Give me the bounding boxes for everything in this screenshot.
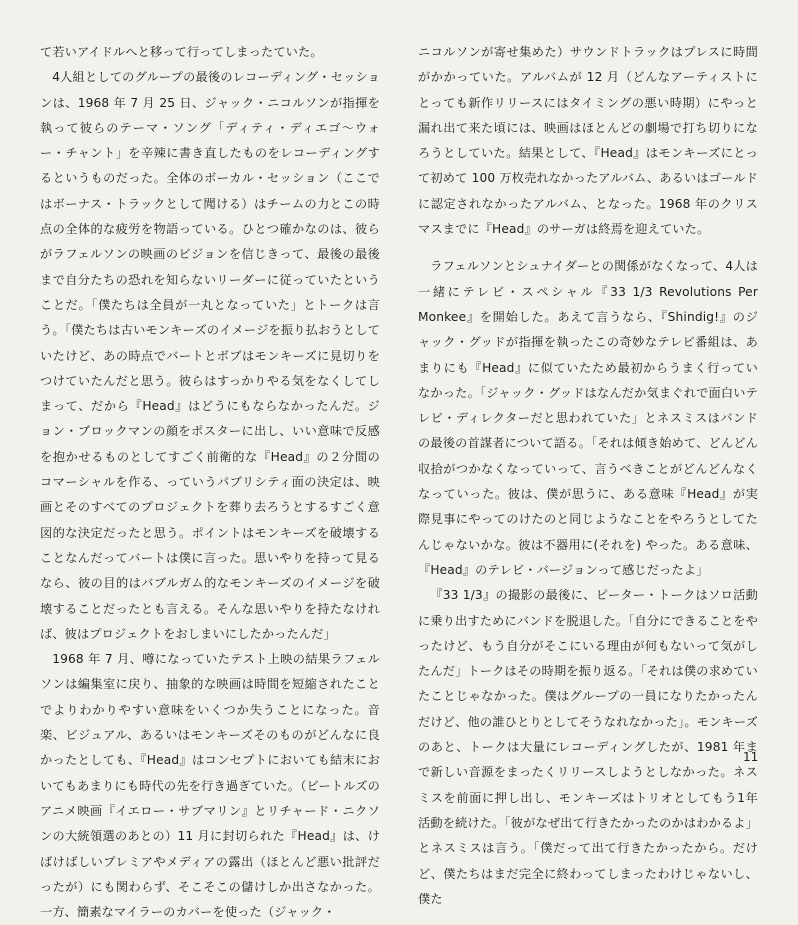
page-number: 11 [743, 750, 759, 764]
paragraph-left-1: て若いアイドルへと移って行ってしまったていた。 [40, 45, 323, 59]
paragraph-right-1: ニコルソンが寄せ集めた）サウンドトラックはプレスに時間がかかっていた。アルバムが 12 月（どんなアーティストにとっても新作リリースにはタイミングの悪い時期）にやっと漏れ出て来た頃には、映画はほとんどの劇場で打ち切りになろうとしていた。結果として、『Head』はモンキーズにとって初めて 100 万枚売れなかったアルバム、あるいはゴールドに認定されなかったアルバム、となった。1968 年のクリスマスまでに『Head』のサーガは終焉を迎えていた。 [418, 45, 758, 237]
paragraph-right-2: ラフェルソンとシュナイダーとの関係がなくなって、4人は一緒にテレビ・スペシャル『33 1/3 Revolutions Per Monkee』を開始した。あえて言うなら、『Shindig!』のジャック・グッドが指揮を執ったこの奇妙なテレビ番組は、あまりにも『Head』に似ていたため最初からうまく行っていなかった。「ジャック・グッドはなんだか気まぐれで面白いテレビ・ディレクターだと思われていた」とネスミスはバンドの最後の首謀者について語る。「それは傾き始めて、どんどん収拾がつかなくなっていって、言うべきことがどんどんなくなっていった。彼は、僕が思うに、ある意味『Head』が実際見事にやってのけたのと同じようなことをやろうとしてたんじゃないかな。彼は不器用に(それを) やった。ある意味、『Head』のテレビ・バージョンって感じだったよ」 [418, 259, 758, 577]
paragraph-right-3: 『33 1/3』の撮影の最後に、ピーター・トークはソロ活動に乗り出すためにバンドを脱退した。「自分にできることをやったけど、もう自分がそこにいる理由が何もないって気がしたんだ」トークはその時期を振り返る。「それは僕の求めていたことじゃなかった。僕はグループの一員になりたかったんだけど、他の誰ひとりとしてそうなれなかった」。モンキーズのあと、トークは大量にレコーディングしたが、1981 年まで新しい音源をまったくリリースしようとしなかった。ネスミスを前面に押し出し、モンキーズはトリオとしてもう1年活動を続けた。「彼がなぜ出て行きたかったのかはわかるよ」とネスミスは言う。「僕だって出て行きたかったから。だけど、僕たちはまだ完全に終わってしまったわけじゃないし、僕た [418, 588, 758, 906]
right-column [418, 40, 758, 912]
paragraph-left-3: 1968 年 7 月、噂になっていたテスト上映の結果ラフェルソンは編集室に戻り、抽象的な映画は時間を短縮されたことでよりわかりやすい意味をいくつか失うことになった。音楽、ビジュアル、あるいはモンキーズそのものがどんなに良かったとしても、『Head』はコンセプトにおいても結末においてもあまりにも時代の先を行き過ぎていた。（ビートルズのアニメ映画『イエロー・サブマリン』とリチャード・ニクソンの大統領選のあとの）11 月に封切られた『Head』は、けばけばしいプレミアやメディアの露出（ほとんど悪い批評だったが）にも関わらず、そこそこの儲けしか出さなかった。一方、簡素なマイラーのカバーを使った（ジャック・ [40, 652, 380, 920]
left-column [40, 40, 380, 925]
paragraph-left-2: 4人組としてのグループの最後のレコーディング・セッションは、1968 年 7 月 25 日、ジャック・ニコルソンが指揮を執って彼らのテーマ・ソング「ディティ・ディエゴ〜ウォー・チャント」を辛辣に書き直したものをレコーディングするというものだった。全体のボーカル・セッション（ここではボーナス・トラックとして聞ける）はチームの力とこの時点の全体的な疲労を物語っている。ひとつ確かなのは、彼らがラフェルソンの映画のビジョンを信じきって、最後の最後まで自分たちの恐れを知らないリーダーに従っていたということだ。「僕たちは全員が一丸となっていた」とトークは言う。「僕たちは古いモンキーズのイメージを振り払おうとしていたけど、あの時点でバートとボブはモンキーズに見切りをつけていたんだと思う。彼らはすっかりやる気をなくしてしまって、だから『Head』はどうにもならなかったんだ。ジョン・ブロックマンの顔をポスターに出し、いい意味で反感を抱かせるものとしてすごく前衛的な『Head』の２分間のコマーシャルを作る、っていうパブリシティ面の決定は、映画とそのすべてのプロジェクトを葬り去ろうとするすごく意図的な決定だったと思う。ポイントはモンキーズを破壊することなんだってバートは僕に言った。思いやりを持って見るなら、彼の目的はバブルガム的なモンキーズのイメージを破壊することだったとも言える。そんな思いやりを持たなければ、彼はプロジェクトをおしまいにしたかったんだ」 [40, 70, 380, 641]
